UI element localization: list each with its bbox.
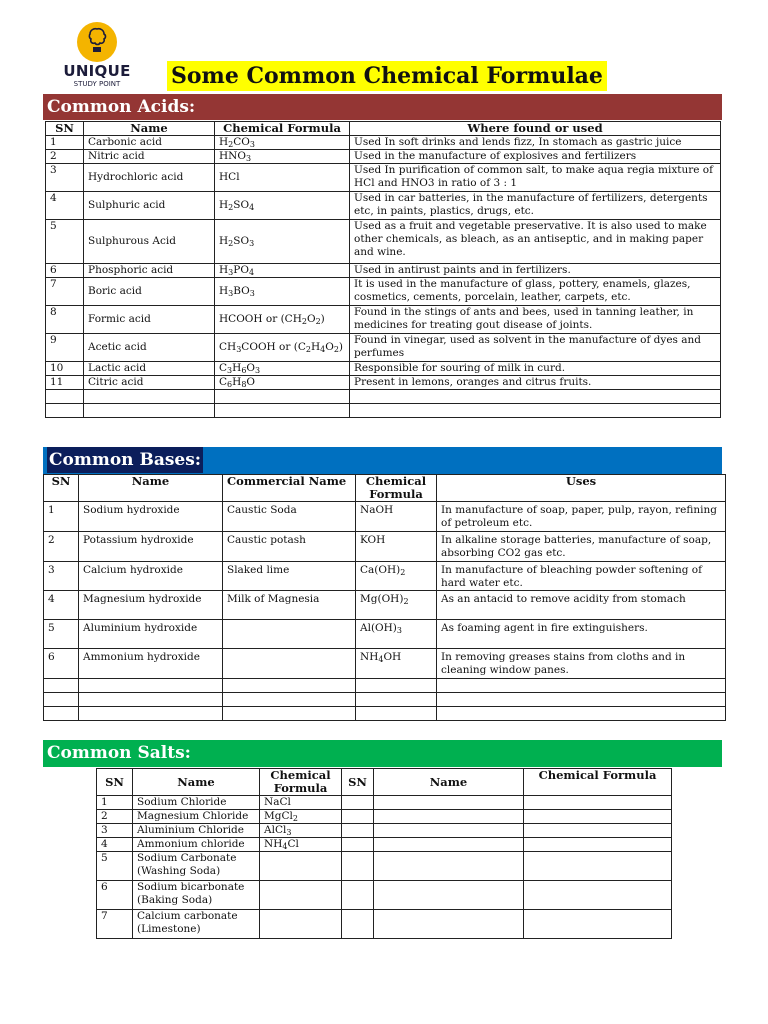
table-row <box>46 362 721 376</box>
cell-empty <box>84 390 215 404</box>
cell-formula: $H_3PO_4$ <box>215 264 350 278</box>
cell-empty <box>44 679 79 693</box>
cell-empty <box>44 693 79 707</box>
cell-sn: 2 <box>46 150 84 164</box>
cell-name: Phosphoric acid <box>84 264 215 278</box>
col-header: Chemical Formula <box>524 769 672 796</box>
cell-formula <box>260 852 342 881</box>
cell-sn: 6 <box>44 649 79 679</box>
cell-name: Acetic acid <box>84 334 215 362</box>
cell-empty <box>215 390 350 404</box>
cell-sn: 8 <box>46 306 84 334</box>
cell-empty <box>44 707 79 721</box>
col-header: SN <box>97 769 133 796</box>
logo-brand: UNIQUE <box>63 62 131 80</box>
cell-empty <box>374 852 524 881</box>
cell-sn: 1 <box>97 796 133 810</box>
acids-heading: Common Acids: <box>47 97 196 117</box>
cell-empty <box>524 881 672 910</box>
cell-use: Used in car batteries, in the manufacture of fertilizers, detergents etc, in paints, plastics, drugs, etc. <box>350 192 721 220</box>
cell-empty <box>46 404 84 418</box>
acids-table <box>45 121 721 418</box>
table-row <box>46 306 721 334</box>
cell-empty <box>437 693 726 707</box>
cell-sn: 6 <box>46 264 84 278</box>
cell-name: Potassium hydroxide <box>79 532 223 562</box>
cell-formula: $H_3BO_3$ <box>215 278 350 306</box>
table-row <box>44 562 726 591</box>
salts-table-body <box>97 796 672 939</box>
logo-tagline: STUDY POINT <box>73 80 121 88</box>
cell-empty <box>79 679 223 693</box>
page-title: Some Common Chemical Formulae <box>167 61 607 91</box>
col-header: SN <box>342 769 374 796</box>
cell-sn: 5 <box>97 852 133 881</box>
table-row <box>97 881 672 910</box>
cell-empty <box>374 810 524 824</box>
cell-use: Responsible for souring of milk in curd. <box>350 362 721 376</box>
cell-name: Citric acid <box>84 376 215 390</box>
bases-header-row <box>44 475 726 502</box>
cell-empty <box>215 404 350 418</box>
table-row <box>46 136 721 150</box>
lightbulb-brain-icon <box>72 20 122 64</box>
col-header: Uses <box>437 475 726 502</box>
col-header: Name <box>133 769 260 796</box>
cell-empty <box>79 707 223 721</box>
table-row <box>97 852 672 881</box>
cell-commercial <box>223 620 356 649</box>
cell-empty <box>350 390 721 404</box>
cell-name: Nitric acid <box>84 150 215 164</box>
cell-sn: 7 <box>46 278 84 306</box>
cell-name: Calcium hydroxide <box>79 562 223 591</box>
cell-sn: 7 <box>97 910 133 939</box>
cell-name: Sulphurous Acid <box>84 220 215 264</box>
cell-formula: HCl <box>215 164 350 192</box>
cell-use: Present in lemons, oranges and citrus fruits. <box>350 376 721 390</box>
cell-empty <box>524 852 672 881</box>
table-row <box>46 334 721 362</box>
cell-empty <box>524 910 672 939</box>
cell-sn: 5 <box>46 220 84 264</box>
cell-empty <box>437 679 726 693</box>
cell-sn: 4 <box>44 591 79 620</box>
cell-formula: AlCl$_3$ <box>260 824 342 838</box>
cell-empty <box>342 796 374 810</box>
cell-sn: 1 <box>44 502 79 532</box>
cell-formula: $H_2SO_4$ <box>215 192 350 220</box>
cell-formula: $H_2SO_3$ <box>215 220 350 264</box>
cell-use: Used in the manufacture of explosives and fertilizers <box>350 150 721 164</box>
table-row <box>46 278 721 306</box>
cell-empty <box>223 679 356 693</box>
cell-formula <box>260 881 342 910</box>
table-row <box>97 796 672 810</box>
cell-sn: 10 <box>46 362 84 376</box>
table-row <box>46 192 721 220</box>
cell-use: Used as a fruit and vegetable preservative. It is also used to make other chemicals, as bleach, as an antiseptic, and in making paper and wine. <box>350 220 721 264</box>
col-header: Name <box>79 475 223 502</box>
col-header: Name <box>84 122 215 136</box>
cell-name: Sodium Chloride <box>133 796 260 810</box>
cell-name: Magnesium Chloride <box>133 810 260 824</box>
cell-sn: 9 <box>46 334 84 362</box>
cell-formula: $C_6H_8O$ <box>215 376 350 390</box>
cell-empty <box>79 693 223 707</box>
table-row-empty <box>44 679 726 693</box>
cell-empty <box>374 796 524 810</box>
bases-table <box>43 474 726 721</box>
cell-empty <box>84 404 215 418</box>
bases-heading-band <box>43 447 722 474</box>
cell-empty <box>46 390 84 404</box>
cell-sn: 3 <box>97 824 133 838</box>
table-row <box>44 532 726 562</box>
cell-name: Boric acid <box>84 278 215 306</box>
cell-sn: 6 <box>97 881 133 910</box>
cell-use: It is used in the manufacture of glass, pottery, enamels, glazes, cosmetics, cements, porcelain, leather, carpets, etc. <box>350 278 721 306</box>
cell-formula: HCOOH or $(CH_2O_2)$ <box>215 306 350 334</box>
cell-name: Calcium carbonate (Limestone) <box>133 910 260 939</box>
cell-empty <box>342 852 374 881</box>
cell-formula: KOH <box>356 532 437 562</box>
table-row <box>97 910 672 939</box>
table-row <box>46 220 721 264</box>
cell-use: Found in vinegar, used as solvent in the manufacture of dyes and perfumes <box>350 334 721 362</box>
cell-formula: $Ca(OH)_2$ <box>356 562 437 591</box>
cell-commercial: Caustic potash <box>223 532 356 562</box>
cell-formula: $HNO_3$ <box>215 150 350 164</box>
cell-empty <box>374 838 524 852</box>
cell-use: In alkaline storage batteries, manufacture of soap, absorbing CO2 gas etc. <box>437 532 726 562</box>
table-row-empty <box>44 693 726 707</box>
cell-sn: 3 <box>46 164 84 192</box>
col-header: Commercial Name <box>223 475 356 502</box>
cell-empty <box>350 404 721 418</box>
table-row <box>44 502 726 532</box>
cell-name: Aluminium Chloride <box>133 824 260 838</box>
col-header: Where found or used <box>350 122 721 136</box>
cell-empty <box>223 707 356 721</box>
cell-sn: 4 <box>46 192 84 220</box>
table-row <box>46 164 721 192</box>
cell-use: Found in the stings of ants and bees, used in tanning leather, in medicines for treating gout disease of joints. <box>350 306 721 334</box>
cell-name: Sodium bicarbonate (Baking Soda) <box>133 881 260 910</box>
cell-formula: $H_2CO_3$ <box>215 136 350 150</box>
cell-name: Sodium Carbonate (Washing Soda) <box>133 852 260 881</box>
logo <box>62 20 132 94</box>
bases-table-body <box>44 502 726 721</box>
cell-sn: 2 <box>44 532 79 562</box>
cell-commercial <box>223 649 356 679</box>
cell-formula: $NH_4OH$ <box>356 649 437 679</box>
cell-name: Aluminium hydroxide <box>79 620 223 649</box>
salts-heading: Common Salts: <box>47 743 191 763</box>
cell-formula <box>260 910 342 939</box>
cell-empty <box>524 838 672 852</box>
cell-formula: $CH_3COOH$ or $(C_2H_4O_2)$ <box>215 334 350 362</box>
cell-use: In manufacture of bleaching powder softening of hard water etc. <box>437 562 726 591</box>
cell-empty <box>342 838 374 852</box>
table-row <box>44 620 726 649</box>
cell-empty <box>374 881 524 910</box>
cell-formula: $C_3H_6O_3$ <box>215 362 350 376</box>
table-row <box>44 649 726 679</box>
cell-formula: $NH_4Cl$ <box>260 838 342 852</box>
table-row <box>97 838 672 852</box>
cell-commercial: Slaked lime <box>223 562 356 591</box>
cell-name: Formic acid <box>84 306 215 334</box>
cell-empty <box>374 824 524 838</box>
cell-name: Lactic acid <box>84 362 215 376</box>
cell-use: Used In soft drinks and lends fizz, In stomach as gastric juice <box>350 136 721 150</box>
table-row <box>44 591 726 620</box>
acids-header-row <box>46 122 721 136</box>
cell-sn: 3 <box>44 562 79 591</box>
cell-empty <box>223 693 356 707</box>
table-row <box>46 376 721 390</box>
cell-name: Sulphuric acid <box>84 192 215 220</box>
acids-heading-band <box>43 94 722 120</box>
cell-formula: MgCl$_2$ <box>260 810 342 824</box>
cell-use: In manufacture of soap, paper, pulp, rayon, refining of petroleum etc. <box>437 502 726 532</box>
cell-formula: NaOH <box>356 502 437 532</box>
cell-empty <box>437 707 726 721</box>
cell-use: Used in antirust paints and in fertilizers. <box>350 264 721 278</box>
table-row-empty <box>44 707 726 721</box>
cell-name: Ammonium hydroxide <box>79 649 223 679</box>
table-row <box>46 150 721 164</box>
cell-empty <box>356 707 437 721</box>
cell-sn: 5 <box>44 620 79 649</box>
cell-commercial: Caustic Soda <box>223 502 356 532</box>
cell-empty <box>374 910 524 939</box>
col-header: Chemical Formula <box>215 122 350 136</box>
cell-empty <box>342 810 374 824</box>
table-row-empty <box>46 404 721 418</box>
cell-formula: $Al(OH)_3$ <box>356 620 437 649</box>
bases-heading: Common Bases: <box>47 447 203 473</box>
cell-use: In removing greases stains from cloths and in cleaning window panes. <box>437 649 726 679</box>
cell-use: As foaming agent in fire extinguishers. <box>437 620 726 649</box>
table-row-empty <box>46 390 721 404</box>
cell-empty <box>356 693 437 707</box>
cell-empty <box>342 910 374 939</box>
col-header: SN <box>46 122 84 136</box>
cell-empty <box>356 679 437 693</box>
col-header: Chemical Formula <box>356 475 437 502</box>
cell-formula: NaCl <box>260 796 342 810</box>
cell-use: As an antacid to remove acidity from stomach <box>437 591 726 620</box>
cell-sn: 1 <box>46 136 84 150</box>
table-row <box>97 824 672 838</box>
cell-name: Magnesium hydroxide <box>79 591 223 620</box>
salts-table <box>96 768 672 939</box>
acids-table-body <box>46 136 721 418</box>
cell-sn: 2 <box>97 810 133 824</box>
salts-header-row <box>97 769 672 796</box>
cell-name: Sodium hydroxide <box>79 502 223 532</box>
cell-sn: 4 <box>97 838 133 852</box>
cell-use: Used In purification of common salt, to make aqua regia mixture of HCl and HNO3 in ratio of 3 : 1 <box>350 164 721 192</box>
cell-sn: 11 <box>46 376 84 390</box>
cell-name: Carbonic acid <box>84 136 215 150</box>
cell-name: Hydrochloric acid <box>84 164 215 192</box>
cell-name: Ammonium chloride <box>133 838 260 852</box>
salts-heading-band <box>43 740 722 767</box>
col-header: SN <box>44 475 79 502</box>
col-header: Name <box>374 769 524 796</box>
cell-empty <box>524 810 672 824</box>
cell-empty <box>524 824 672 838</box>
cell-formula: $Mg(OH)_2$ <box>356 591 437 620</box>
cell-empty <box>524 796 672 810</box>
cell-commercial: Milk of Magnesia <box>223 591 356 620</box>
table-row <box>97 810 672 824</box>
table-row <box>46 264 721 278</box>
cell-empty <box>342 881 374 910</box>
col-header: Chemical Formula <box>260 769 342 796</box>
cell-empty <box>342 824 374 838</box>
